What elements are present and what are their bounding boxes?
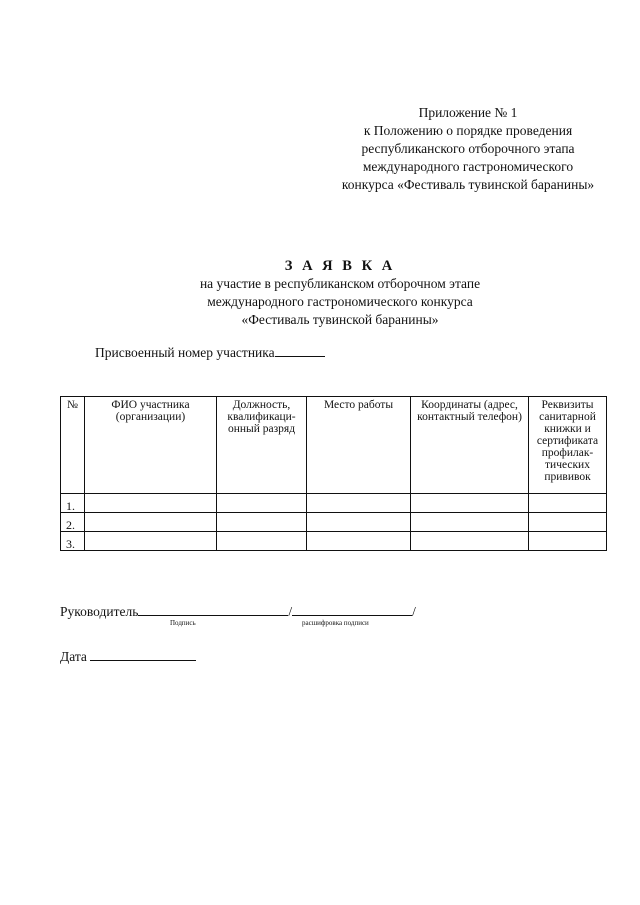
header-sanitary-book: Реквизиты санитарной книжки и сертификата профилак-тических прививок <box>529 397 607 494</box>
signature-separator-1: / <box>288 604 293 619</box>
cell-workplace[interactable] <box>307 513 411 532</box>
header-number: № <box>61 397 85 494</box>
cell-contacts[interactable] <box>411 532 529 551</box>
cell-sanitary-book[interactable] <box>529 513 607 532</box>
cell-workplace[interactable] <box>307 494 411 513</box>
appendix-line-1: Приложение № 1 <box>418 105 518 120</box>
signature-decryption-field[interactable] <box>292 603 412 616</box>
signature-field[interactable] <box>138 603 288 616</box>
date-line <box>60 648 196 665</box>
cell-contacts[interactable] <box>411 513 529 532</box>
participants-table <box>60 396 607 551</box>
table-row <box>61 532 607 551</box>
appendix-line-3: республиканского отборочного этапа <box>361 141 575 156</box>
caption-signature: Подпись <box>170 619 196 627</box>
cell-full-name[interactable] <box>85 494 217 513</box>
row-number: 1. <box>61 494 85 513</box>
signature-captions <box>0 619 640 633</box>
participant-number-line <box>95 344 325 361</box>
caption-decryption: расшифровка подписи <box>302 619 369 627</box>
row-number: 3. <box>61 532 85 551</box>
appendix-line-4: международного гастрономического <box>362 159 574 174</box>
header-workplace: Место работы <box>307 397 411 494</box>
title-block <box>100 257 580 329</box>
cell-workplace[interactable] <box>307 532 411 551</box>
table-row <box>61 513 607 532</box>
appendix-header <box>300 104 636 194</box>
signature-line <box>60 603 416 620</box>
table-row <box>61 494 607 513</box>
signature-separator-2: / <box>412 604 416 619</box>
appendix-line-2: к Положению о порядке проведения <box>363 123 573 138</box>
row-number: 2. <box>61 513 85 532</box>
document-title: З А Я В К А <box>284 258 396 274</box>
signature-label: Руководитель <box>60 604 139 619</box>
participant-number-field[interactable] <box>275 344 325 357</box>
subtitle-line-2: международного гастрономического конкурса <box>207 294 473 309</box>
date-field[interactable] <box>90 648 196 661</box>
cell-position[interactable] <box>217 494 307 513</box>
cell-full-name[interactable] <box>85 532 217 551</box>
cell-position[interactable] <box>217 513 307 532</box>
header-contacts: Координаты (адрес, контактный телефон) <box>411 397 529 494</box>
header-position: Должность, квалификаци-онный разряд <box>217 397 307 494</box>
subtitle-line-3: «Фестиваль тувинской баранины» <box>241 312 439 327</box>
date-label: Дата <box>60 649 87 664</box>
header-full-name: ФИО участника (организации) <box>85 397 217 494</box>
cell-contacts[interactable] <box>411 494 529 513</box>
cell-position[interactable] <box>217 532 307 551</box>
cell-sanitary-book[interactable] <box>529 494 607 513</box>
cell-full-name[interactable] <box>85 513 217 532</box>
participant-number-label: Присвоенный номер участника <box>95 345 275 360</box>
subtitle-line-1: на участие в республиканском отборочном этапе <box>199 276 481 291</box>
appendix-line-5: конкурса «Фестиваль тувинской баранины» <box>341 177 595 192</box>
table-header-row <box>61 397 607 494</box>
cell-sanitary-book[interactable] <box>529 532 607 551</box>
